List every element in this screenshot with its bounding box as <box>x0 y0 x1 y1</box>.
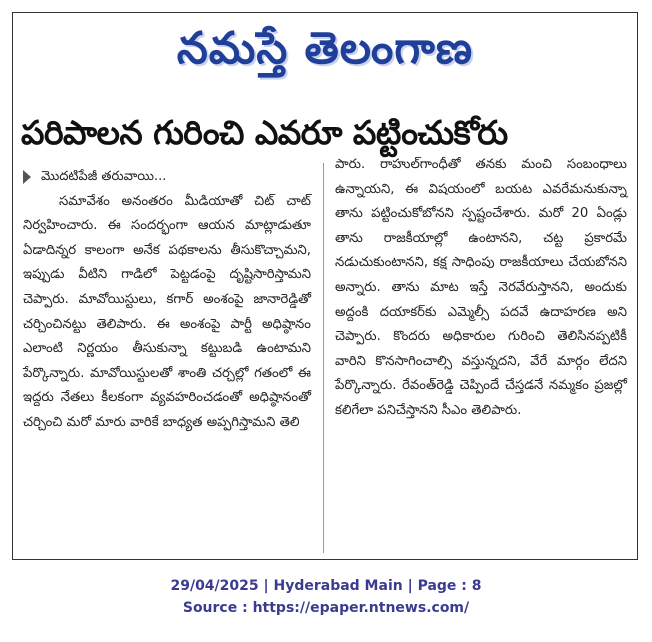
right-column <box>335 153 627 424</box>
column-divider <box>323 163 324 553</box>
footer-source: Source : https://epaper.ntnews.com/ <box>182 600 470 616</box>
left-column <box>23 165 311 436</box>
continued-label: మొదటిపేజీ తరువాయి... <box>41 169 167 184</box>
newspaper-clipping <box>12 12 638 560</box>
headline: పరిపాలన గురించి ఎవరూ పట్టించుకోరు <box>21 113 508 152</box>
chevron-right-icon <box>23 170 31 184</box>
footer-edition: 29/04/2025 | Hyderabad Main | Page : 8 <box>170 578 482 594</box>
left-column-text: సమావేశం అనంతరం మీడియాతో చిట్‌ చాట్‌ నిర్వహించారు. ఈ సందర్భంగా ఆయన మాట్లాడుతూ ఏడాదిన్నర కాలంగా అనేక పథకాలను తీసుకొచ్చామని, ఇప్పుడు వీటిని గాడిలో పెట్టడంపై దృష్టిసారిస్తామని చెప్పారు. మావోయిస్టులు, కగార్‌ అంశంపై జానారెడ్డితో చర్చించినట్టు తెలిపారు. ఈ అంశంపై పార్టీ అధిష్ఠానం ఎలాంటి నిర్ణయం తీసుకున్నా కట్టుబడి ఉంటామని పేర్కొన్నారు. మావోయిస్టులతో శాంతి చర్చల్లో గతంలో ఈ ఇద్దరు నేతలు కీలకంగా వ్యవహరించడంతో అధిష్ఠానంతో చర్చించి మరో మారు వారికే బాధ్యత అప్పగిస్తామని తెలి <box>23 193 311 430</box>
continued-marker <box>23 165 311 190</box>
masthead: నమస్తే తెలంగాణ <box>176 23 474 74</box>
right-column-text: పారు. రాహుల్‌గాంధీతో తనకు మంచి సంబంధాలు ఉన్నాయని, ఈ విషయంలో బయట ఎవరేమనుకున్నా తాను పట్టించుకోబోనని స్పష్టంచేశారు. మరో 20 ఏండ్లు తాను రాజకీయాల్లో ఉంటానని, చట్ట ప్రకారమే నడుచుకుంటానని, కక్ష సాధింపు రాజకీయాలు చేయబోనని అన్నారు. తాను మాట ఇస్తే నెరవేరుస్తానని, అందుకు అద్దంకి దయాకర్‌కు ఎమ్మెల్సీ పదవే ఉదాహరణ అని చెప్పారు. కొందరు అధికారుల గురించి తెలిసినప్పటికీ వారిని కొనసాగించాల్సి వస్తున్నదని, వేరే మార్గం లేదని పేర్కొన్నారు. రేవంత్‌రెడ్డి చెప్పిందే చేస్తడనే నమ్మకం ప్రజల్లో కలిగేలా పనిచేస్తానని సీఎం తెలిపారు. <box>335 157 627 418</box>
